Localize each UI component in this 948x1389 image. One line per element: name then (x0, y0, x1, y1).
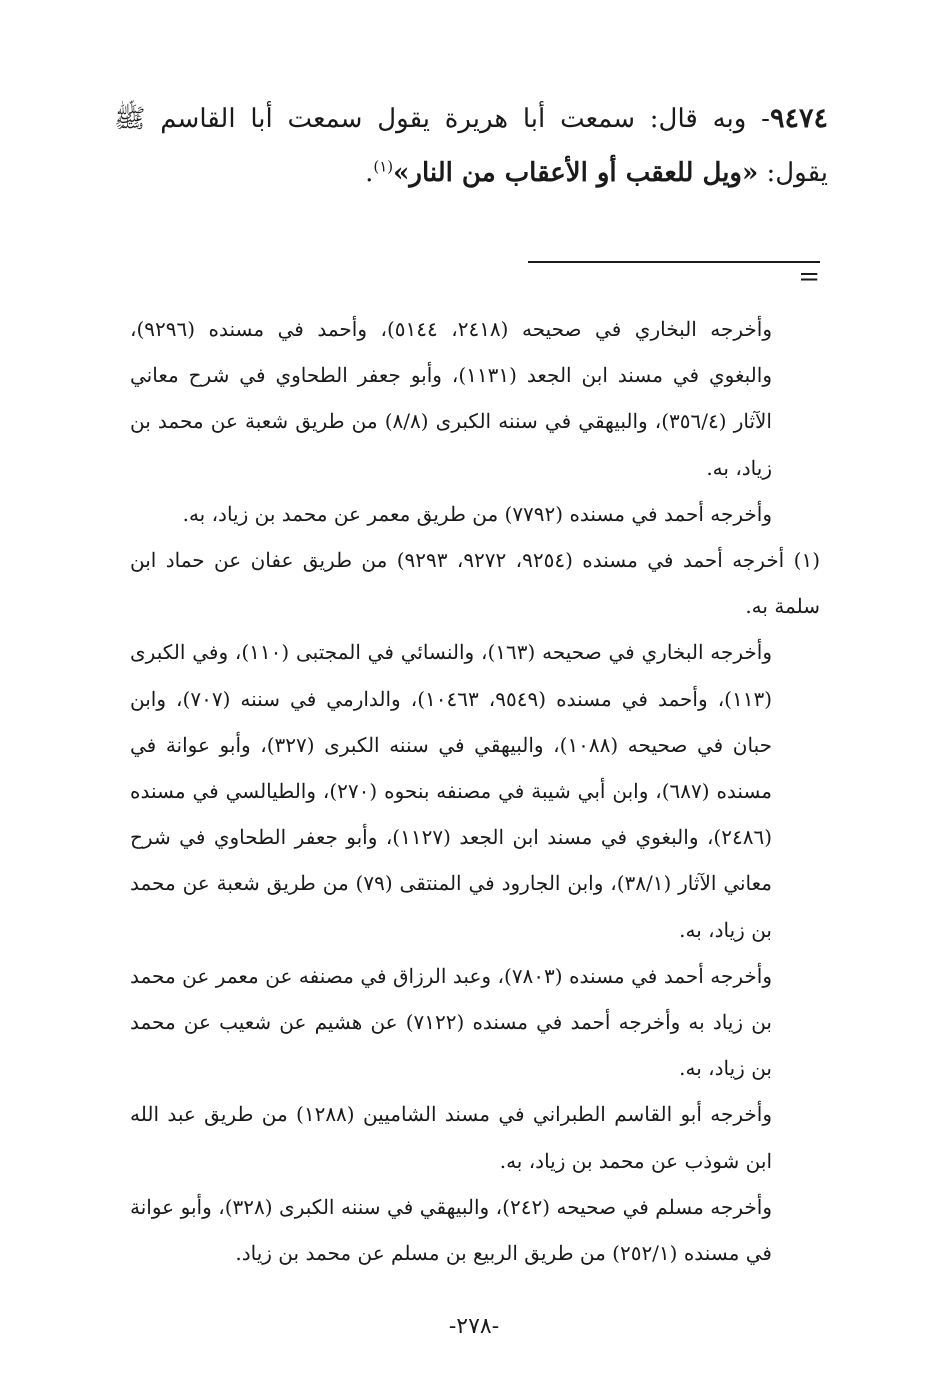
footnote-paragraph: وأخرجه البخاري في صحيحه (١٦٣)، والنسائي في المجتبى (١١٠)، وفي الكبرى (١١٣)، وأحمد في مسنده (٩٥٤٩، ١٠٤٦٣)، والدارمي في سننه (٧٠٧)، وابن حبان في صحيحه (١٠٨٨)، والبيهقي في سننه الكبرى (٣٢٧)، وأبو عوانة في مسنده (٦٨٧)، وابن أبي شيبة في مصنفه بنحوه (٢٧٠)، والطيالسي في مسنده (٢٤٨٦)، والبغوي في مسند ابن الجعد (١١٢٧)، وأبو جعفر الطحاوي في شرح معاني الآثار (٣٨/١)، وابن الجارود في المنتقى (٧٩) من طريق شعبة عن محمد بن زياد، به. (130, 640, 773, 942)
hadith-end: . (365, 158, 374, 188)
hadith-number: ٩٤٧٤ (769, 103, 828, 134)
footnote-paragraph: وأخرجه مسلم في صحيحه (٢٤٢)، والبيهقي في سننه الكبرى (٣٢٨)، وأبو عوانة في مسنده (٢٥٢/١) من طريق الربيع بن مسلم عن محمد بن زياد. (130, 1194, 773, 1266)
continued-note-paragraph: وأخرجه البخاري في صحيحه (٢٤١٨، ٥١٤٤)، وأحمد في مسنده (٩٢٩٦)، والبغوي في مسند ابن الجعد (١١٣١)، وأبو جعفر الطحاوي في شرح معاني الآثار (٣٥٦/٤)، والبيهقي في سننه الكبرى (٨/٨) من طريق شعبة عن محمد بن زياد، به. (130, 317, 772, 480)
footnotes (130, 306, 820, 1276)
page-number: -٢٧٨- (448, 1314, 500, 1339)
footnote-marker: (١) (784, 548, 820, 573)
footnote-separator (528, 261, 820, 263)
hadith-text (114, 92, 828, 200)
footnote-reference[interactable]: (١) (373, 157, 394, 176)
hadith-dash: - (746, 104, 770, 134)
hadith-intro: وبه قال: سمعت أبا هريرة يقول سمعت أبا القاسم ﷺ يقول: (114, 104, 828, 188)
continued-note-paragraph: وأخرجه أحمد في مسنده (٧٧٩٢) من طريق معمر عن محمد بن زياد، به. (182, 501, 772, 526)
footnote-paragraph: وأخرجه أبو القاسم الطبراني في مسند الشاميين (١٢٨٨) من طريق عبد الله ابن شوذب عن محمد بن زياد، به. (130, 1102, 772, 1173)
hadith-quote: «ويل للعقب أو الأعقاب من النار» (393, 158, 759, 188)
footnote-1 (130, 537, 820, 629)
footnote-lead: أخرجه أحمد في مسنده (٩٢٥٤، ٩٢٧٢، ٩٢٩٣) من طريق عفان عن حماد ابن سلمة به. (130, 548, 820, 619)
continuation-mark: = (798, 262, 820, 292)
footnote-paragraph: وأخرجه أحمد في مسنده (٧٨٠٣)، وعبد الرزاق في مصنفه عن معمر عن محمد بن زياد به وأخرجه أحمد في مسنده (٧١٢٢) عن هشيم عن شعيب عن محمد بن زياد، به. (130, 963, 773, 1081)
